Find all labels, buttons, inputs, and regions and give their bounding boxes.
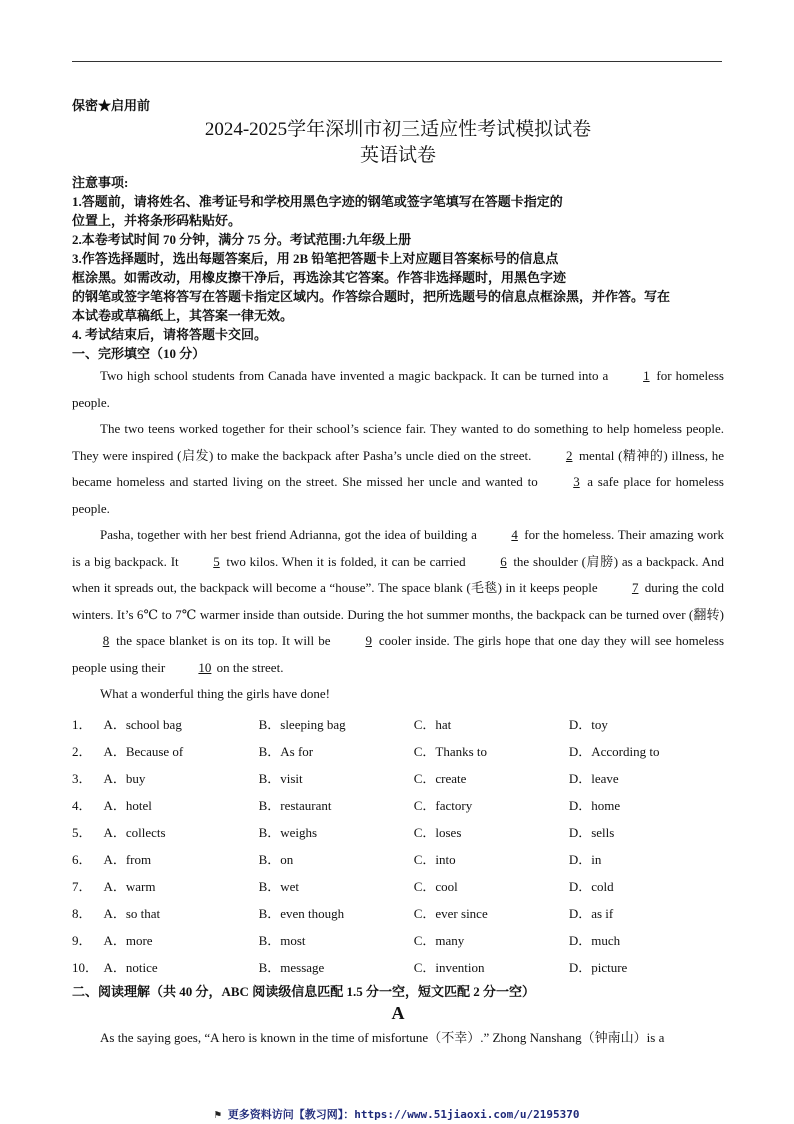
option-d: D．cold [568, 879, 614, 895]
option-c: C．create [413, 770, 467, 786]
option-a: A．more [103, 933, 153, 949]
notes-line: 3.作答选择题时，选出每题答案后，用 2B 铅笔把答题卡上对应题目答案标号的信息点 [72, 251, 559, 266]
blank-4: 4 [511, 527, 518, 542]
question-row [72, 926, 724, 953]
option-d: D．much [568, 933, 621, 949]
exam-page [72, 96, 724, 1052]
option-d: D．According to [568, 743, 660, 759]
option-b: B．restaurant [258, 797, 332, 813]
option-a: A．collects [103, 824, 166, 840]
option-d: D．in [568, 852, 602, 868]
section-heading-cloze: 一、完形填空（10 分） [72, 346, 206, 361]
blank-5: 5 [213, 553, 220, 569]
blank-9: 9 [365, 633, 372, 648]
option-a: A．notice [103, 960, 158, 976]
notes-line: 4. 考试结束后，请将答题卡交回。 [72, 327, 268, 342]
cloze-closing: What a wonderful thing the girls have done! [100, 686, 330, 701]
confidential-label: 保密★启用前 [72, 98, 151, 113]
option-a: A．from [103, 852, 152, 868]
option-d: D．picture [568, 960, 628, 976]
question-number: 5． [72, 824, 92, 840]
option-b: B．on [258, 852, 294, 868]
option-a: A．school bag [103, 716, 182, 732]
question-number: 9． [72, 933, 92, 949]
notes-line: 的钢笔或签字笔将答写在答题卡指定区域内。作答综合题时，把所选题号的信息点框涂黑，并作答。写在 [72, 289, 671, 304]
blank-6: 6 [500, 553, 507, 569]
option-a: A．hotel [103, 797, 152, 813]
blank-10: 10 [198, 659, 212, 675]
option-c: C．many [413, 933, 465, 949]
section-heading-reading: 二、阅读理解（共 40 分，ABC 阅读级信息匹配 1.5 分一空，短文匹配 2 分一空） [72, 984, 535, 1000]
question-row [72, 737, 724, 764]
question-number: 1． [72, 716, 92, 732]
question-number: 7． [72, 879, 92, 895]
option-c: C．into [413, 852, 456, 868]
option-d: D．home [568, 797, 621, 813]
blank-3: 3 [573, 474, 580, 489]
cloze-paragraph: Two high school students from Canada have invented a magic backpack. It can be turned into a 1 for homeless people. [72, 363, 724, 416]
cloze-paragraph: The two teens worked together for their school’s science fair. They wanted to do something to help homeless people. They were inspired (启发) to make the backpack after Pasha’s uncle died on the street. 2 mental (精神的) illness, he became homeless and started living on the street. She missed her uncle and wanted to 3 a safe place for homeless people. [72, 421, 724, 516]
option-c: C．loses [413, 824, 462, 840]
question-row [72, 710, 724, 737]
question-number: 8． [72, 906, 92, 922]
option-d: D．toy [568, 716, 608, 732]
option-d: D．sells [568, 824, 615, 840]
top-divider [72, 61, 722, 62]
option-c: C．invention [413, 960, 485, 976]
option-a: A．warm [103, 879, 156, 895]
option-b: B．most [258, 933, 306, 949]
notes-line: 1.答题前，请将姓名、准考证号和学校用黑色字迹的钢笔或签字笔填写在答题卡指定的 [72, 194, 563, 209]
option-d: D．as if [568, 906, 614, 922]
question-row [72, 845, 724, 872]
option-b: B．wet [258, 879, 300, 895]
footer-text: 更多资料访问【教习网】：https://www.51jiaoxi.com/u/2195370 [227, 1108, 580, 1121]
notes-block [72, 173, 724, 344]
question-row [72, 791, 724, 818]
blank-2: 2 [565, 447, 573, 463]
option-c: C．Thanks to [413, 743, 488, 759]
option-b: B．As for [258, 743, 314, 759]
question-row [72, 764, 724, 791]
option-c: C．ever since [413, 906, 488, 922]
question-row [72, 872, 724, 899]
option-a: A．Because of [103, 743, 184, 759]
question-number: 2． [72, 743, 92, 759]
footer-link[interactable] [0, 1106, 794, 1122]
question-number: 10． [72, 960, 99, 976]
question-number: 4． [72, 797, 92, 813]
question-row [72, 818, 724, 845]
option-c: C．factory [413, 797, 473, 813]
options-table [72, 710, 724, 981]
notes-line: 2.本卷考试时间 70 分钟，满分 75 分。考试范围:九年级上册 [72, 232, 412, 247]
option-c: C．hat [413, 716, 452, 732]
notes-line: 框涂黑。如需改动，用橡皮擦干净后，再选涂其它答案。作答非选择题时，用黑色字迹 [72, 270, 567, 285]
blank-7: 7 [631, 580, 639, 595]
notes-line: 本试卷或草稿纸上，其答案一律无效。 [72, 308, 294, 323]
question-row [72, 953, 724, 980]
cloze-paragraph: Pasha, together with her best friend Adrianna, got the idea of building a 4 for the homeless. Their amazing work is a big backpack. It 5 two kilos. When it is folded, it can be carried 6 the shoulder (肩膀) as a backpack. And when it spreads out, the backpack will become a “house”. The space blank (毛毯) in it keeps people 7 during the cold winters. It’s 6℃ to 7℃ warmer inside than outside. During the hot summer months, the backpack can be turned over (翻转) 8 the space blanket is on its top. It will be 9 cooler inside. The girls hope that one day they will see homeless people using their 10 on the street. [72, 522, 724, 681]
question-number: 3． [72, 770, 92, 786]
blank-1: 1 [643, 368, 650, 383]
option-b: B．visit [258, 770, 303, 786]
option-d: D．leave [568, 770, 619, 786]
option-b: B．weighs [258, 824, 318, 840]
reading-intro: As the saying goes, “A hero is known in the time of misfortune（不幸）.” Zhong Nanshang（钟南山）is a [100, 1030, 665, 1046]
option-c: C．cool [413, 879, 458, 895]
option-b: B．even though [258, 906, 345, 922]
exam-title: 2024-2025学年深圳市初三适应性考试模拟试卷 [204, 119, 592, 140]
blank-8: 8 [102, 633, 110, 648]
question-number: 6． [72, 852, 92, 868]
option-b: B．message [258, 960, 325, 976]
exam-subtitle: 英语试卷 [359, 145, 436, 166]
notes-heading: 注意事项: [72, 175, 129, 190]
reading-part-letter: A [391, 1003, 405, 1024]
option-a: A．so that [103, 906, 161, 922]
option-b: B．sleeping bag [258, 716, 346, 732]
question-row [72, 899, 724, 926]
notes-line: 位置上，并将条形码粘贴好。 [72, 213, 242, 228]
flag-icon: ⚑ [214, 1108, 222, 1121]
option-a: A．buy [103, 770, 146, 786]
